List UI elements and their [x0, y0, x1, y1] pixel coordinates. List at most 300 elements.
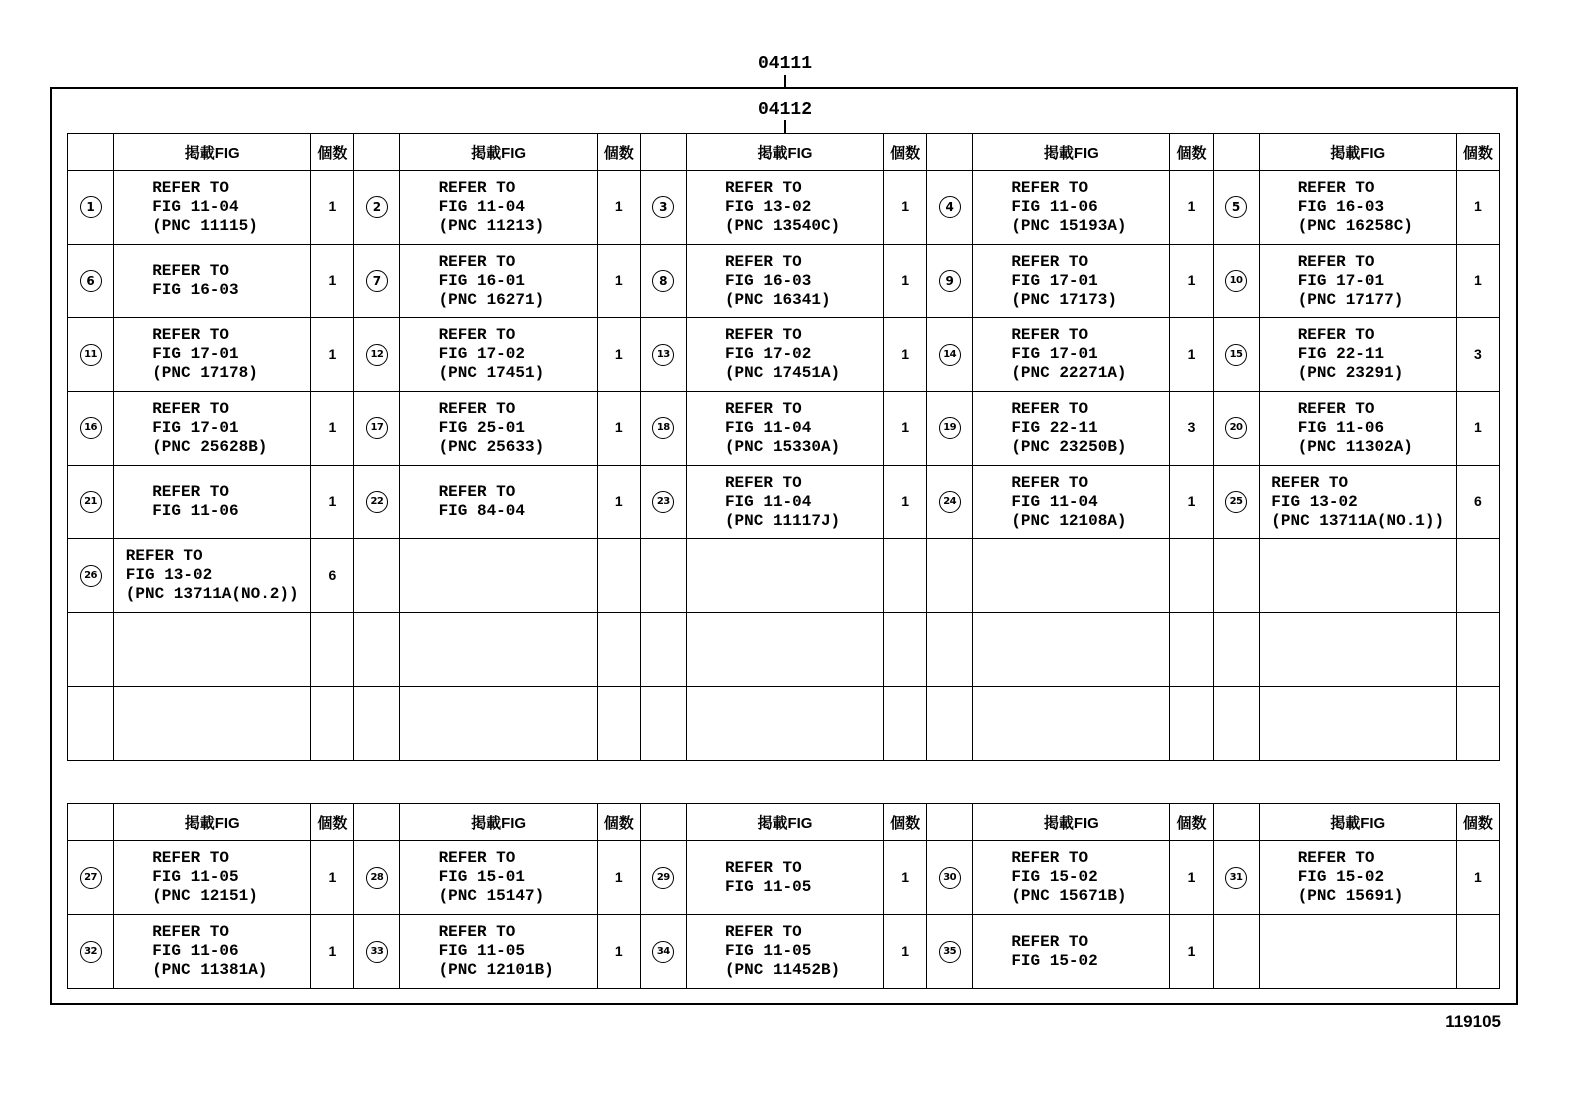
quantity-cell [884, 244, 927, 318]
reference-text [725, 179, 845, 236]
reference-line: FIG 11-06 [1297, 418, 1385, 437]
header-reference-cell: 掲載FIG [400, 804, 597, 841]
reference-line: REFER TO [1011, 473, 1089, 492]
header-number-cell [640, 804, 686, 841]
item-number-cell [927, 318, 973, 392]
reference-line: (PNC 23250B) [1011, 437, 1127, 456]
quantity-cell [884, 171, 927, 245]
reference-text [1298, 849, 1418, 906]
reference-cell [1259, 392, 1456, 466]
reference-line: (PNC 15193A) [1011, 216, 1127, 235]
table-header [68, 804, 1500, 841]
reference-text [439, 400, 559, 457]
quantity-cell [311, 318, 354, 392]
reference-text [1011, 849, 1131, 906]
item-number-badge: 4 [939, 196, 961, 218]
reference-line: (PNC 15330A) [724, 437, 841, 456]
reference-line: FIG 11-05 [438, 942, 525, 960]
quantity-cell [1456, 244, 1499, 318]
header-number-cell [927, 134, 973, 171]
header-number-cell [1213, 134, 1259, 171]
reference-line: (PNC 15671B) [1011, 887, 1127, 905]
header-reference-cell: 掲載FIG [686, 804, 883, 841]
reference-cell [114, 539, 311, 613]
item-number-cell [927, 392, 973, 466]
reference-cell [686, 613, 883, 687]
reference-line: (PNC 17451) [438, 364, 545, 383]
quantity-value: 1 [901, 198, 909, 215]
reference-line: (PNC 11115) [152, 216, 258, 235]
item-number-badge: 27 [80, 867, 102, 889]
reference-line: FIG 11-04 [724, 418, 812, 437]
reference-line: REFER TO [152, 326, 229, 345]
item-number-badge: 32 [80, 941, 102, 963]
reference-line: FIG 16-03 [152, 281, 239, 300]
quantity-cell [1170, 841, 1213, 915]
header-reference-cell: 掲載FIG [973, 804, 1170, 841]
reference-text [152, 849, 272, 906]
header-quantity-cell: 個数 [311, 804, 354, 841]
reference-text [1011, 326, 1131, 383]
item-number-badge: 30 [939, 867, 961, 889]
table-row [68, 318, 1500, 392]
figure-id-label: 119105 [1445, 1012, 1501, 1031]
reference-cell [400, 392, 597, 466]
quantity-cell [884, 915, 927, 989]
table-body [68, 171, 1500, 761]
quantity-cell [311, 841, 354, 915]
header-number-cell [354, 134, 400, 171]
reference-line: REFER TO [152, 849, 229, 867]
table-row [68, 171, 1500, 245]
reference-line: REFER TO [1011, 932, 1089, 951]
reference-line: FIG 11-05 [724, 942, 812, 960]
reference-line: (PNC 11452B) [724, 961, 841, 979]
reference-line: REFER TO [152, 399, 229, 418]
item-number-badge: 12 [366, 344, 388, 366]
reference-line: REFER TO [438, 483, 516, 502]
reference-cell [114, 244, 311, 318]
item-number-cell [927, 465, 973, 539]
reference-line: REFER TO [1297, 252, 1375, 271]
quantity-cell [884, 841, 927, 915]
quantity-value: 1 [1474, 868, 1482, 885]
item-number-cell [68, 465, 114, 539]
reference-line: (PNC 16341) [724, 290, 831, 309]
reference-line: REFER TO [1011, 849, 1089, 867]
quantity-value: 1 [1474, 419, 1482, 436]
quantity-value: 1 [614, 942, 623, 959]
header-row [68, 134, 1500, 171]
reference-line: FIG 16-03 [724, 271, 812, 290]
quantity-cell [1170, 244, 1213, 318]
reference-line: (PNC 16271) [438, 290, 545, 309]
header-quantity-cell: 個数 [597, 804, 640, 841]
quantity-cell [1456, 318, 1499, 392]
quantity-cell [1170, 392, 1213, 466]
reference-cell [973, 171, 1170, 245]
quantity-cell [1456, 686, 1499, 760]
item-number-badge: 26 [80, 565, 102, 587]
quantity-cell [884, 539, 927, 613]
item-number-badge: 19 [939, 417, 961, 439]
reference-cell [686, 841, 883, 915]
reference-line: REFER TO [1011, 399, 1089, 418]
header-quantity-cell: 個数 [1170, 134, 1213, 171]
item-number-cell [68, 244, 114, 318]
header-quantity-cell: 個数 [884, 134, 927, 171]
header-quantity-cell: 個数 [311, 134, 354, 171]
reference-line: (PNC 11213) [438, 216, 545, 235]
item-number-cell [1213, 171, 1259, 245]
item-number-cell [354, 686, 400, 760]
reference-cell [1259, 244, 1456, 318]
item-number-cell [68, 392, 114, 466]
quantity-cell [311, 686, 354, 760]
reference-line: REFER TO [724, 923, 802, 941]
quantity-value: 1 [614, 868, 623, 885]
quantity-cell [1170, 915, 1213, 989]
header-row [68, 804, 1500, 841]
reference-text [439, 253, 559, 310]
quantity-cell [597, 686, 640, 760]
reference-text [152, 326, 272, 383]
item-number-badge: 35 [939, 941, 961, 963]
quantity-cell [1170, 686, 1213, 760]
reference-line: (PNC 11117J) [724, 511, 841, 530]
reference-line: REFER TO [125, 547, 203, 566]
reference-cell [400, 171, 597, 245]
reference-cell [686, 244, 883, 318]
reference-line: REFER TO [438, 178, 516, 197]
reference-text [725, 326, 845, 383]
quantity-value: 3 [1474, 345, 1482, 362]
reference-cell [114, 915, 311, 989]
item-number-badge: 24 [939, 491, 961, 513]
reference-line: (PNC 22271A) [1011, 364, 1127, 383]
reference-line: FIG 13-02 [125, 566, 213, 585]
quantity-value: 1 [614, 345, 623, 362]
reference-cell [1259, 686, 1456, 760]
item-number-badge: 28 [366, 867, 388, 889]
reference-line: FIG 11-06 [1011, 197, 1098, 216]
quantity-value: 1 [1474, 272, 1482, 289]
quantity-cell [1170, 465, 1213, 539]
reference-cell [973, 318, 1170, 392]
sub-assembly-number-label: 04112 [757, 100, 812, 120]
reference-line: REFER TO [724, 473, 802, 492]
table-row [68, 686, 1500, 760]
quantity-value: 1 [1187, 868, 1196, 885]
reference-line: FIG 17-01 [1011, 271, 1098, 290]
reference-line: FIG 15-02 [1011, 951, 1098, 970]
reference-line: (PNC 15147) [438, 887, 545, 905]
item-number-cell [927, 613, 973, 687]
quantity-value: 1 [901, 942, 909, 959]
quantity-cell [1170, 539, 1213, 613]
item-number-badge: 8 [652, 270, 674, 292]
item-number-cell [68, 171, 114, 245]
quantity-cell [597, 244, 640, 318]
reference-line: REFER TO [1011, 252, 1089, 271]
quantity-value: 1 [614, 198, 623, 215]
reference-table-secondary [67, 803, 1500, 989]
reference-text [725, 253, 845, 310]
quantity-value: 1 [1474, 198, 1482, 215]
header-reference-cell: 掲載FIG [1259, 134, 1456, 171]
item-number-badge: 11 [80, 344, 102, 366]
reference-cell [686, 171, 883, 245]
item-number-cell [1213, 318, 1259, 392]
item-number-cell [927, 915, 973, 989]
reference-cell [973, 392, 1170, 466]
reference-line: FIG 11-05 [152, 868, 239, 886]
item-number-cell [927, 171, 973, 245]
quantity-cell [1170, 171, 1213, 245]
item-number-badge: 33 [366, 941, 388, 963]
reference-line: REFER TO [1011, 326, 1089, 345]
reference-line: REFER TO [438, 252, 516, 271]
item-number-cell [68, 539, 114, 613]
quantity-value: 1 [1187, 493, 1196, 510]
reference-line: FIG 11-05 [724, 877, 812, 896]
quantity-value: 1 [1187, 272, 1196, 289]
quantity-value: 1 [901, 419, 909, 436]
reference-text [725, 474, 845, 531]
header-reference-cell: 掲載FIG [973, 134, 1170, 171]
item-number-cell [1213, 613, 1259, 687]
reference-line: (PNC 11381A) [152, 961, 268, 979]
quantity-value: 1 [1187, 345, 1196, 362]
item-number-badge: 17 [366, 417, 388, 439]
reference-line: REFER TO [152, 262, 229, 281]
item-number-cell [68, 686, 114, 760]
quantity-value: 1 [328, 419, 337, 436]
item-number-cell [68, 915, 114, 989]
item-number-cell [927, 841, 973, 915]
reference-text [1011, 400, 1131, 457]
item-number-badge: 14 [939, 344, 961, 366]
item-number-badge: 10 [1225, 270, 1247, 292]
header-reference-cell: 掲載FIG [1259, 804, 1456, 841]
reference-line: FIG 17-02 [438, 345, 525, 364]
item-number-cell [1213, 244, 1259, 318]
table-header [68, 134, 1500, 171]
reference-line: FIG 25-01 [438, 418, 525, 437]
reference-line: REFER TO [724, 178, 802, 197]
reference-line: FIG 16-01 [438, 271, 525, 290]
header-reference-cell: 掲載FIG [400, 134, 597, 171]
quantity-cell [884, 465, 927, 539]
reference-cell [114, 613, 311, 687]
reference-line: FIG 17-02 [724, 345, 812, 364]
item-number-badge: 13 [652, 344, 674, 366]
reference-cell [1259, 841, 1456, 915]
quantity-cell [311, 171, 354, 245]
quantity-cell [1456, 392, 1499, 466]
reference-line: REFER TO [1297, 849, 1375, 867]
item-number-badge: 34 [652, 941, 674, 963]
reference-text [1271, 474, 1444, 531]
item-number-cell [354, 244, 400, 318]
header-reference-cell: 掲載FIG [114, 134, 311, 171]
reference-line: (PNC 17177) [1297, 290, 1404, 309]
reference-text [439, 483, 559, 521]
reference-line: REFER TO [724, 399, 802, 418]
reference-text [439, 179, 559, 236]
reference-text [1011, 474, 1131, 531]
reference-line: REFER TO [1297, 399, 1375, 418]
header-quantity-cell: 個数 [1456, 804, 1499, 841]
reference-text [152, 262, 272, 300]
quantity-value: 1 [614, 419, 623, 436]
item-number-cell [927, 244, 973, 318]
item-number-badge: 6 [80, 270, 102, 292]
reference-cell [973, 613, 1170, 687]
assembly-leader-line [784, 75, 786, 87]
item-number-cell [640, 171, 686, 245]
reference-text [1298, 179, 1418, 236]
item-number-cell [354, 613, 400, 687]
reference-text [152, 400, 272, 457]
reference-text [1298, 400, 1418, 457]
reference-cell [973, 841, 1170, 915]
reference-text [152, 923, 272, 980]
quantity-value: 1 [901, 272, 909, 289]
item-number-cell [927, 539, 973, 613]
reference-line: (PNC 23291) [1297, 364, 1404, 383]
item-number-cell [1213, 915, 1259, 989]
reference-cell [973, 686, 1170, 760]
item-number-cell [1213, 539, 1259, 613]
reference-line: REFER TO [438, 923, 516, 941]
reference-cell [686, 915, 883, 989]
reference-line: FIG 17-01 [152, 345, 239, 364]
reference-line: (PNC 17451A) [724, 364, 841, 383]
quantity-cell [597, 171, 640, 245]
reference-line: FIG 11-04 [1011, 492, 1098, 511]
item-number-cell [640, 244, 686, 318]
item-number-cell [640, 318, 686, 392]
reference-line: FIG 17-01 [152, 418, 239, 437]
reference-line: REFER TO [724, 858, 802, 877]
reference-cell [400, 686, 597, 760]
reference-line: FIG 15-01 [438, 868, 525, 886]
reference-line: FIG 15-02 [1297, 868, 1385, 886]
reference-line: (PNC 17173) [1011, 290, 1117, 309]
reference-cell [686, 686, 883, 760]
quantity-cell [311, 392, 354, 466]
quantity-value: 1 [328, 345, 337, 362]
reference-line: (PNC 13540C) [724, 216, 841, 235]
table-row [68, 465, 1500, 539]
quantity-cell [1456, 613, 1499, 687]
quantity-cell [1170, 318, 1213, 392]
reference-line: FIG 11-04 [724, 492, 812, 511]
reference-line: (PNC 12108A) [1011, 511, 1127, 530]
reference-line: (PNC 12101B) [438, 961, 554, 979]
quantity-cell [597, 613, 640, 687]
quantity-cell [1456, 171, 1499, 245]
item-number-badge: 7 [366, 270, 388, 292]
quantity-cell [884, 318, 927, 392]
reference-line: FIG 22-11 [1011, 418, 1098, 437]
header-number-cell [1213, 804, 1259, 841]
reference-line: FIG 11-04 [438, 197, 525, 216]
item-number-cell [640, 465, 686, 539]
reference-text [439, 923, 559, 980]
item-number-cell [1213, 841, 1259, 915]
reference-cell [114, 465, 311, 539]
quantity-cell [311, 539, 354, 613]
reference-line: (PNC 15691) [1297, 887, 1404, 905]
reference-cell [973, 915, 1170, 989]
item-number-badge: 9 [939, 270, 961, 292]
reference-line: REFER TO [438, 849, 516, 867]
reference-line: REFER TO [724, 252, 802, 271]
reference-cell [686, 318, 883, 392]
sub-assembly-leader-line [784, 120, 786, 133]
reference-line: REFER TO [724, 326, 802, 345]
reference-cell [1259, 915, 1456, 989]
quantity-cell [1456, 465, 1499, 539]
reference-line: REFER TO [438, 399, 516, 418]
reference-cell [1259, 171, 1456, 245]
item-number-badge: 25 [1225, 491, 1247, 513]
reference-line: REFER TO [152, 483, 229, 502]
reference-table-main [67, 133, 1500, 761]
item-number-badge: 31 [1225, 867, 1247, 889]
item-number-cell [68, 841, 114, 915]
item-number-cell [354, 915, 400, 989]
reference-cell [400, 841, 597, 915]
item-number-cell [354, 171, 400, 245]
table-row [68, 613, 1500, 687]
reference-line: REFER TO [152, 178, 229, 197]
reference-line: (PNC 25633) [438, 437, 545, 456]
reference-line: FIG 84-04 [438, 502, 525, 521]
header-number-cell [927, 804, 973, 841]
quantity-cell [311, 244, 354, 318]
reference-line: FIG 17-01 [1011, 345, 1098, 364]
quantity-cell [1456, 841, 1499, 915]
reference-line: FIG 17-01 [1297, 271, 1385, 290]
item-number-badge: 29 [652, 867, 674, 889]
reference-line: (PNC 25628B) [152, 437, 268, 456]
assembly-number-label: 04111 [757, 54, 812, 74]
item-number-badge: 16 [80, 417, 102, 439]
table-row [68, 392, 1500, 466]
item-number-badge: 20 [1225, 417, 1247, 439]
header-number-cell [354, 804, 400, 841]
reference-cell [400, 539, 597, 613]
reference-text [1298, 326, 1418, 383]
reference-line: (PNC 11302A) [1297, 437, 1413, 456]
quantity-cell [597, 539, 640, 613]
item-number-badge: 22 [366, 491, 388, 513]
reference-cell [114, 171, 311, 245]
item-number-cell [640, 392, 686, 466]
item-number-cell [640, 915, 686, 989]
quantity-cell [884, 686, 927, 760]
reference-line: FIG 13-02 [1271, 492, 1358, 511]
reference-cell [973, 465, 1170, 539]
reference-cell [1259, 539, 1456, 613]
quantity-value: 1 [901, 868, 909, 885]
quantity-cell [597, 318, 640, 392]
item-number-cell [640, 841, 686, 915]
reference-line: REFER TO [1011, 178, 1089, 197]
